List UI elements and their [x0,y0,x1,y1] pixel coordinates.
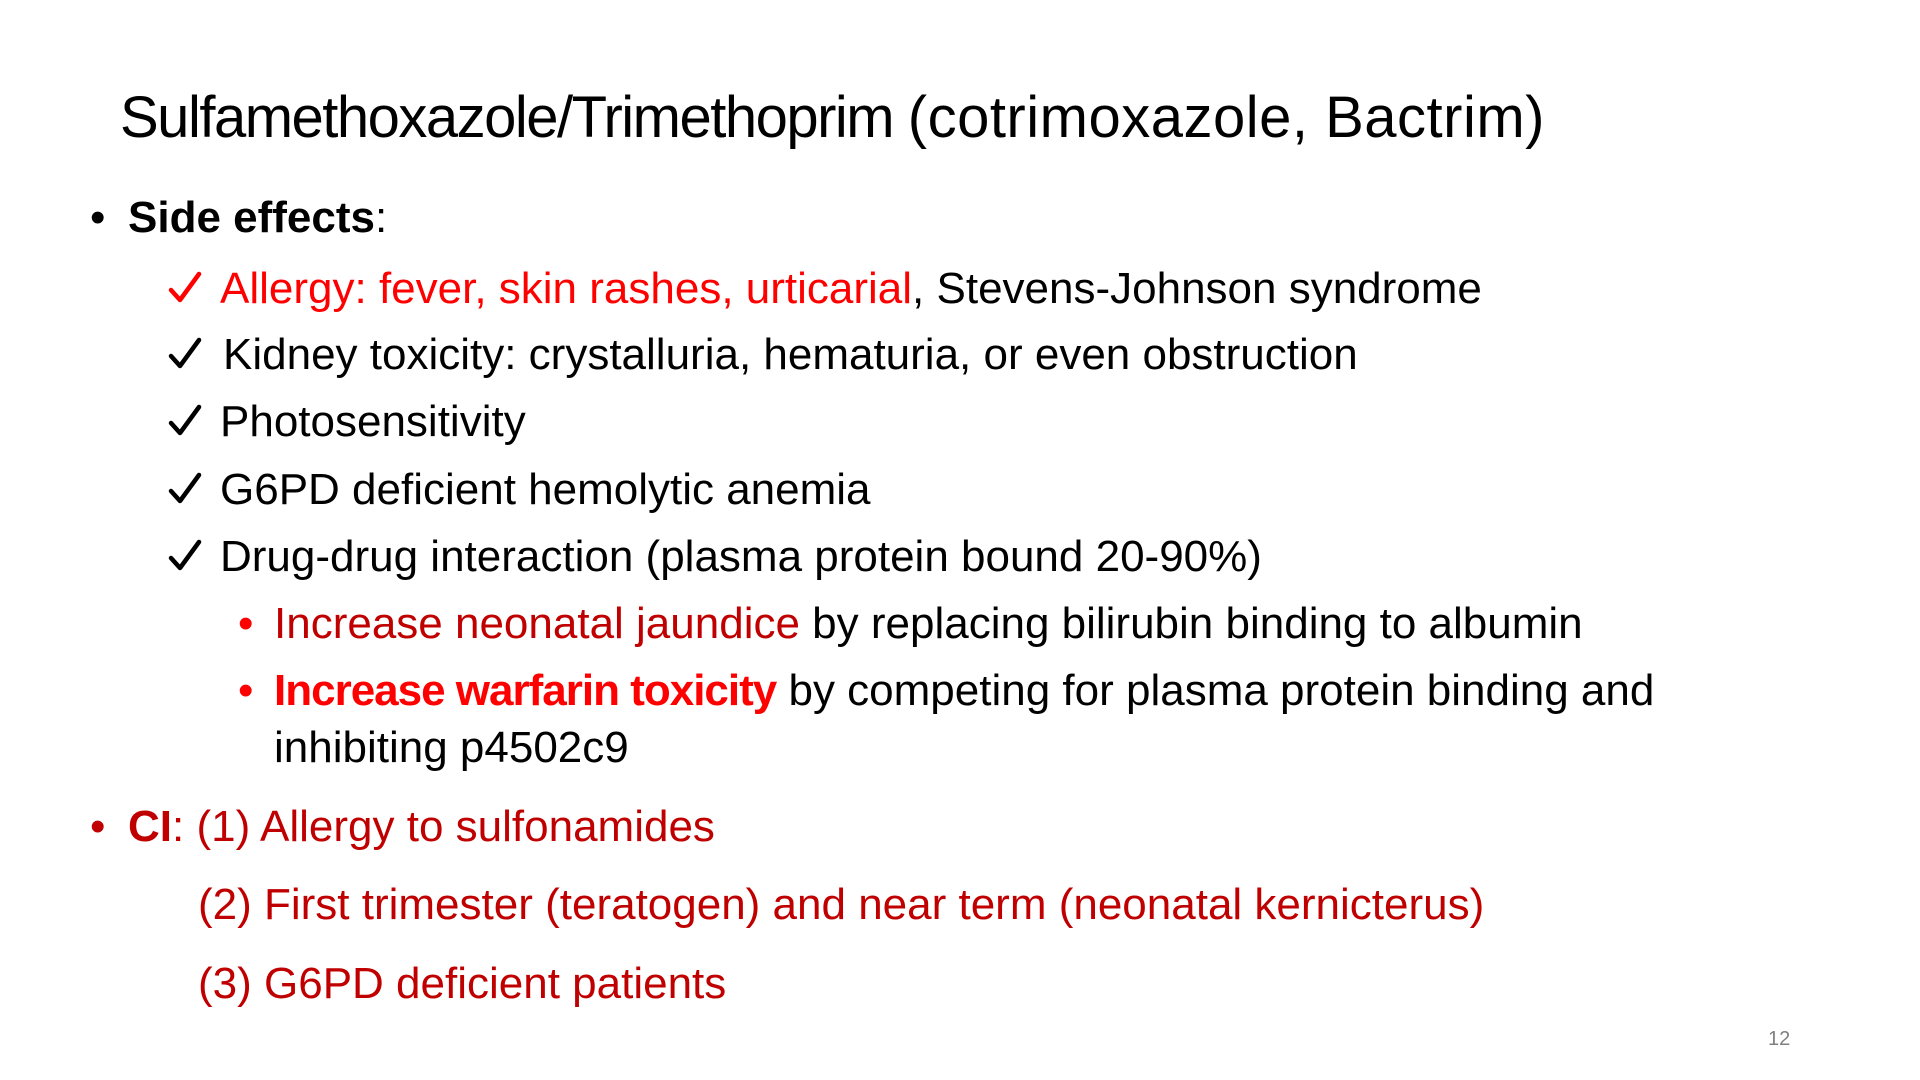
jaundice-black-text: by replacing bilirubin binding to albumin [799,599,1583,648]
jaundice-red-text: Increase neonatal jaundice [274,599,800,648]
side-effect-allergy [220,261,1482,317]
slide-title [120,78,1545,158]
side-effect-drug-interaction: Drug-drug interaction (plasma protein bound 20-90%) [220,532,1262,581]
title-aliases: (cotrimoxazole, Bactrim) [907,85,1545,150]
interaction-jaundice [274,596,1583,652]
side-effect-photosensitivity: Photosensitivity [220,397,526,446]
side-effect-kidney: Kidney toxicity: crystalluria, hematuria, or even obstruction [223,330,1358,379]
page-number: 12 [1768,1028,1791,1050]
ci-label: CI [128,802,172,851]
checkmark-icon [168,334,202,374]
checkmark-icon [168,536,202,576]
side-effects-label: Side effects [128,193,375,242]
allergy-black-text: , Stevens-Johnson syndrome [912,264,1482,313]
checkmark-icon [168,401,202,441]
side-effect-g6pd: G6PD deficient hemolytic anemia [220,465,871,514]
side-effects-heading [128,190,387,246]
sub-bullet-jaundice: • [238,599,254,648]
ci-item-3: (3) G6PD deficient patients [198,959,727,1008]
ci-bullet: • [90,802,106,851]
ci-item-2: (2) First trimester (teratogen) and near term (neonatal kernicterus) [198,880,1485,929]
warfarin-red-text: Increase warfarin toxicity [274,666,777,715]
sub-bullet-warfarin: • [238,666,254,715]
warfarin-black-text: by competing for plasma protein binding and [776,666,1655,715]
interaction-warfarin [274,663,1654,719]
side-effects-bullet: • [90,193,106,242]
allergy-red-text: Allergy: fever, skin rashes, urticarial [220,264,913,313]
title-drug-name: Sulfamethoxazole/Trimethoprim [120,85,894,150]
checkmark-icon [168,268,202,308]
interaction-warfarin-continued: inhibiting p4502c9 [274,723,629,772]
ci-item-1: : (1) Allergy to sulfonamides [172,802,715,851]
ci-line-1 [128,799,715,855]
side-effects-colon: : [374,193,388,242]
checkmark-icon [168,469,202,509]
